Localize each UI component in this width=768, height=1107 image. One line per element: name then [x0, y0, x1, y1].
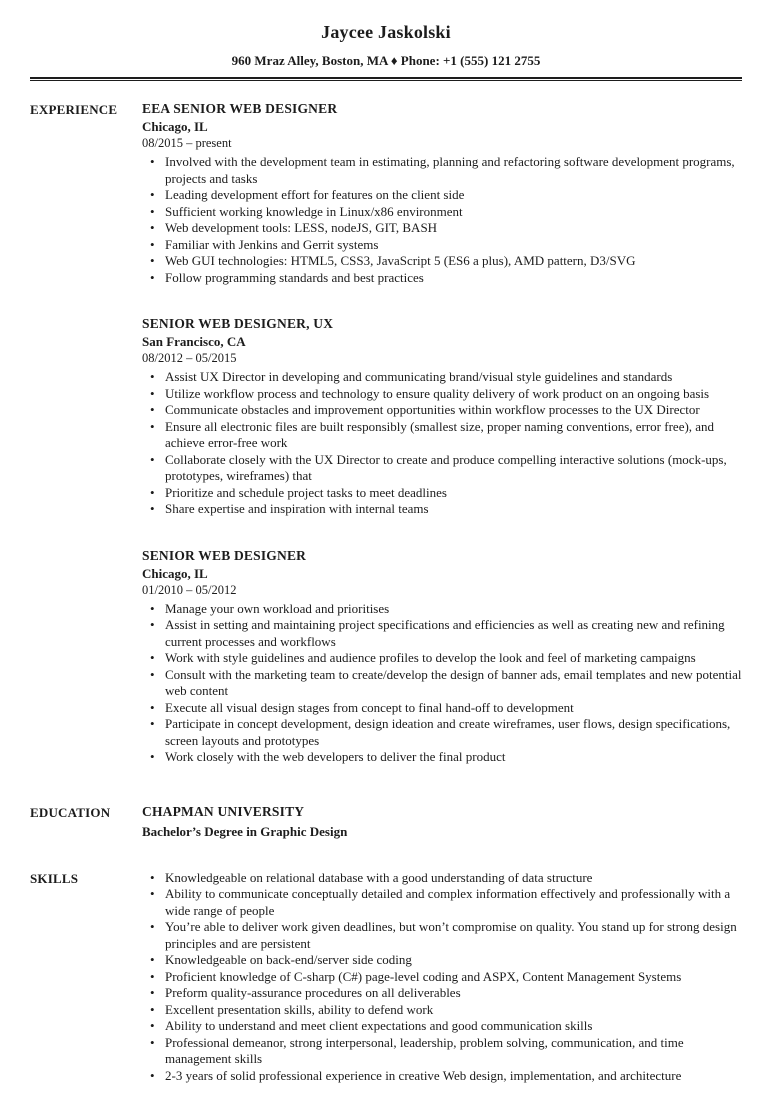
bullet-item: • Knowledgeable on relational database with a good understanding of data structure — [142, 870, 742, 887]
skills-content — [142, 870, 742, 1085]
bullet-item: • Work closely with the web developers to deliver the final product — [142, 749, 742, 766]
job-title: SENIOR WEB DESIGNER — [142, 547, 307, 563]
job-dates: 08/2012 – 05/2015 — [142, 351, 237, 365]
bullet-item: • Follow programming standards and best practices — [142, 270, 742, 287]
job-entry — [142, 548, 742, 766]
job-title: SENIOR WEB DESIGNER, UX — [142, 316, 334, 331]
job-location: Chicago, IL — [142, 565, 208, 581]
bullet-item: • Familiar with Jenkins and Gerrit systems — [142, 237, 742, 254]
bullet-item: • Manage your own workload and prioritises — [142, 601, 742, 618]
bullet-item: • Ability to understand and meet client expectations and good communication skills — [142, 1018, 742, 1035]
job-title: EEA SENIOR WEB DESIGNER — [142, 101, 338, 116]
skills-section-label: SKILLS — [30, 870, 79, 886]
job-bullet-list — [142, 154, 742, 286]
bullet-item: • Web GUI technologies: HTML5, CSS3, JavaScript 5 (ES6 a plus), AMD pattern, D3/SVG — [142, 253, 742, 270]
experience-section — [30, 101, 742, 766]
bullet-item: • Participate in concept development, design ideation and create wireframes, user flows, design specifications, screen layouts and prototypes — [142, 716, 742, 749]
bullet-item: • Knowledgeable on back-end/server side coding — [142, 952, 742, 969]
skills-bullet-list — [142, 870, 742, 1085]
job-location: San Francisco, CA — [142, 334, 246, 349]
bullet-item: • 2-3 years of solid professional experience in creative Web design, implementation, and architecture — [142, 1068, 742, 1085]
experience-section-label: EXPERIENCE — [30, 102, 118, 117]
education-content — [142, 804, 742, 840]
job-dates: 08/2015 – present — [142, 136, 232, 150]
bullet-item: • Assist in setting and maintaining project specifications and efficiencies as well as creating new and refining current processes and workflows — [142, 617, 742, 650]
job-entry — [142, 101, 742, 286]
degree-name: Bachelor’s Degree in Graphic Design — [142, 823, 348, 839]
bullet-item: • Sufficient working knowledge in Linux/x86 environment — [142, 204, 742, 221]
bullet-item: • Professional demeanor, strong interpersonal, leadership, problem solving, communication, and time management skills — [142, 1035, 742, 1068]
contact-line: 960 Mraz Alley, Boston, MA ♦ Phone: +1 (555) 121 2755 — [231, 53, 541, 68]
bullet-item: • Preform quality-assurance procedures on all deliverables — [142, 985, 742, 1002]
bullet-item: • Work with style guidelines and audience profiles to develop the look and feel of marketing campaigns — [142, 650, 742, 667]
job-entry — [142, 316, 742, 518]
job-bullet-list — [142, 601, 742, 766]
bullet-item: • Communicate obstacles and improvement opportunities within workflow processes to the UX Director — [142, 402, 742, 419]
experience-content — [142, 101, 742, 766]
school-name: CHAPMAN UNIVERSITY — [142, 803, 305, 819]
bullet-item: • Excellent presentation skills, ability to defend work — [142, 1002, 742, 1019]
header-divider — [30, 77, 742, 81]
bullet-item: • Involved with the development team in estimating, planning and refactoring software development programs, projects and tasks — [142, 154, 742, 187]
bullet-item: • Leading development effort for features on the client side — [142, 187, 742, 204]
job-bullet-list — [142, 369, 742, 518]
bullet-item: • Proficient knowledge of C-sharp (C#) page-level coding and ASPX, Content Management Systems — [142, 969, 742, 986]
bullet-item: • Collaborate closely with the UX Director to create and produce compelling interactive solutions (mock-ups, prototypes, wireframes) that — [142, 452, 742, 485]
bullet-item: • Web development tools: LESS, nodeJS, GIT, BASH — [142, 220, 742, 237]
education-section-label: EDUCATION — [30, 804, 111, 820]
skills-section — [30, 870, 742, 1085]
bullet-item: • Consult with the marketing team to create/develop the design of banner ads, email templates and new potential web content — [142, 667, 742, 700]
bullet-item: • Execute all visual design stages from concept to final hand-off to development — [142, 700, 742, 717]
job-location: Chicago, IL — [142, 119, 208, 134]
person-name: Jaycee Jaskolski — [321, 22, 451, 42]
bullet-item: • Share expertise and inspiration with internal teams — [142, 501, 742, 518]
bullet-item: • Utilize workflow process and technology to ensure quality delivery of work product on an ongoing basis — [142, 386, 742, 403]
bullet-item: • Assist UX Director in developing and communicating brand/visual style guidelines and standards — [142, 369, 742, 386]
bullet-item: • Prioritize and schedule project tasks to meet deadlines — [142, 485, 742, 502]
bullet-item: • You’re able to deliver work given deadlines, but won’t compromise on quality. You stand up for strong design principles and are persistent — [142, 919, 742, 952]
job-dates: 01/2010 – 05/2012 — [142, 582, 237, 597]
bullet-item: • Ability to communicate conceptually detailed and complex information effectively and professionally with a wide range of people — [142, 886, 742, 919]
education-section — [30, 804, 742, 840]
bullet-item: • Ensure all electronic files are built responsibly (smallest size, proper naming conventions, error free), and achieve error-free work — [142, 419, 742, 452]
